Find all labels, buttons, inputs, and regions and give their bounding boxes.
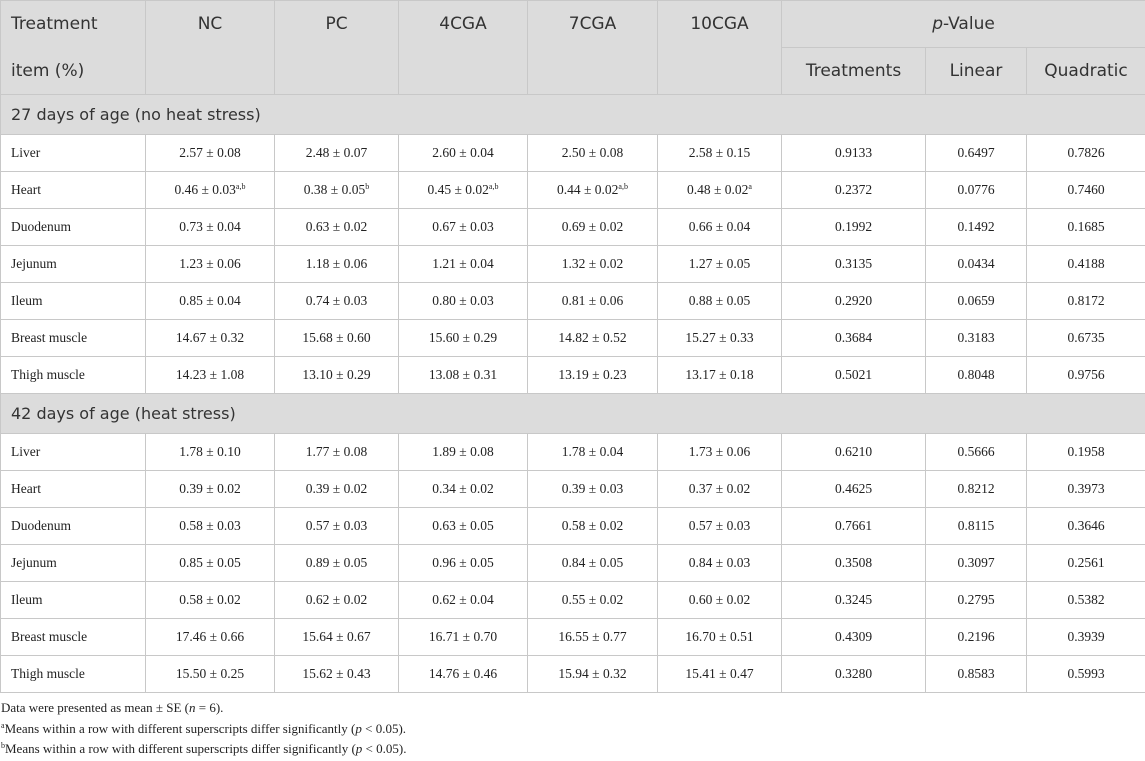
pvalue-cell: 0.8172: [1027, 283, 1145, 320]
value-cell: [146, 283, 275, 320]
mean-se-value: 15.27 ± 0.33: [685, 330, 754, 345]
item-header: item (%): [1, 48, 146, 95]
row-item-label: Jejunum: [1, 246, 146, 283]
pvalue-cell: 0.3245: [782, 582, 926, 619]
note-superscript-b: $^b$Means within a row with different superscripts differ significantly (p < 0.05).: [1, 741, 407, 756]
pvalue-cell: 0.2561: [1027, 545, 1145, 582]
value-cell: [275, 246, 399, 283]
table-row: [1, 545, 1145, 582]
mean-se-value: 0.84 ± 0.05: [561, 555, 624, 570]
value-cell: [658, 320, 782, 357]
value-cell: [399, 172, 528, 209]
value-cell: [146, 471, 275, 508]
value-cell: [399, 471, 528, 508]
row-item-label: Breast muscle: [1, 619, 146, 656]
value-cell: [528, 246, 658, 283]
table-row: [1, 434, 1145, 471]
value-cell: [399, 434, 528, 471]
value-cell: [399, 619, 528, 656]
value-cell: [146, 357, 275, 394]
mean-se-value: 15.64 ± 0.67: [302, 629, 371, 644]
value-cell: [528, 508, 658, 545]
value-cell: [528, 434, 658, 471]
mean-se-value: 16.71 ± 0.70: [428, 629, 498, 644]
mean-se-value: 0.37 ± 0.02: [688, 481, 751, 496]
mean-se-value: 14.76 ± 0.46: [428, 666, 498, 681]
mean-se-value: 0.81 ± 0.06: [561, 293, 624, 308]
mean-se-value: 0.84 ± 0.03: [688, 555, 751, 570]
value-cell: [658, 135, 782, 172]
col-header-4cga: 4CGA: [399, 1, 528, 95]
mean-se-value: 13.08 ± 0.31: [428, 367, 498, 382]
value-cell: [275, 357, 399, 394]
pvalue-suffix: -Value: [942, 14, 995, 34]
mean-se-value: 2.58 ± 0.15: [688, 145, 751, 160]
value-cell: [275, 209, 399, 246]
pvalue-cell: 0.0434: [926, 246, 1027, 283]
pvalue-cell: 0.9133: [782, 135, 926, 172]
mean-se-value: 1.27 ± 0.05: [688, 256, 751, 271]
value-cell: [275, 619, 399, 656]
value-cell: [528, 283, 658, 320]
mean-se-value: 13.17 ± 0.18: [685, 367, 754, 382]
value-cell: [146, 508, 275, 545]
table-row: [1, 582, 1145, 619]
value-cell: [146, 320, 275, 357]
row-item-label: Heart: [1, 471, 146, 508]
table-row: [1, 619, 1145, 656]
mean-se-value: 15.68 ± 0.60: [302, 330, 371, 345]
pvalue-cell: 0.7661: [782, 508, 926, 545]
value-cell: [528, 135, 658, 172]
value-cell: [399, 320, 528, 357]
value-cell: [658, 582, 782, 619]
value-cell: [275, 172, 399, 209]
note-data-presentation: Data were presented as mean ± SE (n = 6).: [1, 700, 224, 715]
mean-se-value: 0.55 ± 0.02: [561, 592, 624, 607]
pvalue-cell: 0.5021: [782, 357, 926, 394]
significance-superscript: a,b: [235, 182, 246, 191]
value-cell: [658, 434, 782, 471]
mean-se-value: 0.44 ± 0.02: [557, 182, 619, 197]
pvalue-cell: 0.2920: [782, 283, 926, 320]
pvalue-header: [782, 1, 1145, 48]
pvalue-cell: 0.1992: [782, 209, 926, 246]
mean-se-value: 0.85 ± 0.05: [179, 555, 241, 570]
pvalue-cell: 0.2196: [926, 619, 1027, 656]
pvalue-cell: 0.4188: [1027, 246, 1145, 283]
pvalue-cell: 0.3939: [1027, 619, 1145, 656]
pvalue-cell: 0.8583: [926, 656, 1027, 693]
mean-se-value: 1.73 ± 0.06: [688, 444, 751, 459]
row-item-label: Duodenum: [1, 508, 146, 545]
value-cell: [275, 135, 399, 172]
mean-se-value: 0.58 ± 0.02: [561, 518, 624, 533]
mean-se-value: 0.66 ± 0.04: [688, 219, 751, 234]
col-header-10cga: 10CGA: [658, 1, 782, 95]
value-cell: [275, 434, 399, 471]
mean-se-value: 0.48 ± 0.02: [687, 182, 749, 197]
row-item-label: Liver: [1, 135, 146, 172]
mean-se-value: 17.46 ± 0.66: [175, 629, 245, 644]
significance-superscript: b: [365, 182, 370, 191]
pvalue-cell: 0.3508: [782, 545, 926, 582]
subheader-linear: Linear: [926, 48, 1027, 95]
pvalue-cell: 0.1685: [1027, 209, 1145, 246]
value-cell: [275, 320, 399, 357]
row-item-label: Ileum: [1, 283, 146, 320]
table-row: [1, 172, 1145, 209]
mean-se-value: 0.73 ± 0.04: [179, 219, 241, 234]
value-cell: [399, 545, 528, 582]
pvalue-cell: 0.4625: [782, 471, 926, 508]
pvalue-cell: 0.6210: [782, 434, 926, 471]
pvalue-cell: 0.8212: [926, 471, 1027, 508]
value-cell: [399, 508, 528, 545]
mean-se-value: 14.67 ± 0.32: [175, 330, 245, 345]
table-row: [1, 656, 1145, 693]
mean-se-value: 16.70 ± 0.51: [685, 629, 754, 644]
row-item-label: Thigh muscle: [1, 656, 146, 693]
value-cell: [528, 619, 658, 656]
pvalue-cell: 0.8115: [926, 508, 1027, 545]
section-row: [1, 394, 1145, 434]
pvalue-cell: 0.5666: [926, 434, 1027, 471]
mean-se-value: 0.45 ± 0.02: [427, 182, 489, 197]
pvalue-cell: 0.8048: [926, 357, 1027, 394]
mean-se-value: 15.60 ± 0.29: [428, 330, 498, 345]
row-item-label: Heart: [1, 172, 146, 209]
value-cell: [658, 656, 782, 693]
mean-se-value: 0.80 ± 0.03: [432, 293, 494, 308]
mean-se-value: 0.62 ± 0.04: [432, 592, 494, 607]
table-row: [1, 283, 1145, 320]
value-cell: [658, 508, 782, 545]
mean-se-value: 0.74 ± 0.03: [305, 293, 368, 308]
pvalue-cell: 0.9756: [1027, 357, 1145, 394]
mean-se-value: 15.41 ± 0.47: [685, 666, 754, 681]
value-cell: [146, 619, 275, 656]
mean-se-value: 0.88 ± 0.05: [688, 293, 751, 308]
mean-se-value: 0.57 ± 0.03: [305, 518, 368, 533]
mean-se-value: 15.94 ± 0.32: [558, 666, 627, 681]
value-cell: [146, 545, 275, 582]
mean-se-value: 14.82 ± 0.52: [558, 330, 627, 345]
table-row: [1, 209, 1145, 246]
pvalue-cell: 0.6497: [926, 135, 1027, 172]
pvalue-cell: 0.4309: [782, 619, 926, 656]
section-title: 42 days of age (heat stress): [1, 394, 1145, 434]
value-cell: [658, 283, 782, 320]
section-row: [1, 95, 1145, 135]
col-header-nc: NC: [146, 1, 275, 95]
pvalue-p: p: [932, 14, 943, 34]
value-cell: [146, 135, 275, 172]
value-cell: [528, 172, 658, 209]
mean-se-value: 1.78 ± 0.04: [561, 444, 624, 459]
mean-se-value: 13.19 ± 0.23: [558, 367, 627, 382]
mean-se-value: 2.57 ± 0.08: [179, 145, 241, 160]
significance-superscript: a,b: [618, 182, 628, 191]
col-header-pc: PC: [275, 1, 399, 95]
pvalue-cell: 0.3973: [1027, 471, 1145, 508]
row-item-label: Jejunum: [1, 545, 146, 582]
pvalue-cell: 0.0659: [926, 283, 1027, 320]
pvalue-cell: 0.3097: [926, 545, 1027, 582]
col-header-7cga: 7CGA: [528, 1, 658, 95]
row-item-label: Liver: [1, 434, 146, 471]
pvalue-cell: 0.5382: [1027, 582, 1145, 619]
mean-se-value: 0.63 ± 0.02: [305, 219, 368, 234]
pvalue-cell: 0.7826: [1027, 135, 1145, 172]
pvalue-cell: 0.6735: [1027, 320, 1145, 357]
value-cell: [658, 619, 782, 656]
value-cell: [399, 246, 528, 283]
pvalue-cell: 0.1492: [926, 209, 1027, 246]
pvalue-cell: 0.5993: [1027, 656, 1145, 693]
value-cell: [146, 434, 275, 471]
table-body: [1, 95, 1145, 693]
value-cell: [399, 283, 528, 320]
mean-se-value: 0.39 ± 0.03: [561, 481, 624, 496]
value-cell: [146, 582, 275, 619]
pvalue-cell: 0.3280: [782, 656, 926, 693]
value-cell: [528, 471, 658, 508]
section-title: 27 days of age (no heat stress): [1, 95, 1145, 135]
mean-se-value: 13.10 ± 0.29: [302, 367, 371, 382]
subheader-quadratic: Quadratic: [1027, 48, 1145, 95]
mean-se-value: 0.34 ± 0.02: [432, 481, 494, 496]
pvalue-cell: 0.3135: [782, 246, 926, 283]
value-cell: [275, 508, 399, 545]
mean-se-value: 14.23 ± 1.08: [175, 367, 245, 382]
mean-se-value: 0.69 ± 0.02: [561, 219, 624, 234]
mean-se-value: 2.60 ± 0.04: [432, 145, 494, 160]
value-cell: [399, 582, 528, 619]
value-cell: [658, 172, 782, 209]
mean-se-value: 0.39 ± 0.02: [305, 481, 368, 496]
value-cell: [528, 656, 658, 693]
mean-se-value: 1.18 ± 0.06: [305, 256, 368, 271]
value-cell: [658, 545, 782, 582]
value-cell: [658, 209, 782, 246]
value-cell: [399, 209, 528, 246]
mean-se-value: 15.50 ± 0.25: [175, 666, 245, 681]
pvalue-cell: 0.2795: [926, 582, 1027, 619]
value-cell: [399, 656, 528, 693]
mean-se-value: 16.55 ± 0.77: [558, 629, 627, 644]
row-item-label: Breast muscle: [1, 320, 146, 357]
mean-se-value: 1.77 ± 0.08: [305, 444, 368, 459]
mean-se-value: 0.96 ± 0.05: [432, 555, 494, 570]
mean-se-value: 0.38 ± 0.05: [303, 182, 366, 197]
mean-se-value: 0.89 ± 0.05: [305, 555, 368, 570]
pvalue-cell: 0.2372: [782, 172, 926, 209]
mean-se-value: 1.78 ± 0.10: [179, 444, 241, 459]
table-notes: [0, 699, 1145, 758]
value-cell: [146, 172, 275, 209]
value-cell: [399, 357, 528, 394]
mean-se-value: 0.62 ± 0.02: [305, 592, 368, 607]
value-cell: [658, 471, 782, 508]
value-cell: [146, 656, 275, 693]
row-item-label: Thigh muscle: [1, 357, 146, 394]
value-cell: [275, 283, 399, 320]
table-row: [1, 135, 1145, 172]
value-cell: [275, 545, 399, 582]
mean-se-value: 0.63 ± 0.05: [432, 518, 494, 533]
value-cell: [528, 357, 658, 394]
value-cell: [275, 656, 399, 693]
mean-se-value: 1.32 ± 0.02: [561, 256, 624, 271]
value-cell: [528, 209, 658, 246]
pvalue-cell: 0.7460: [1027, 172, 1145, 209]
pvalue-cell: 0.3646: [1027, 508, 1145, 545]
mean-se-value: 0.60 ± 0.02: [688, 592, 751, 607]
mean-se-value: 0.85 ± 0.04: [179, 293, 241, 308]
pvalue-cell: 0.3684: [782, 320, 926, 357]
row-item-label: Ileum: [1, 582, 146, 619]
mean-se-value: 1.23 ± 0.06: [179, 256, 241, 271]
value-cell: [275, 471, 399, 508]
value-cell: [146, 246, 275, 283]
pvalue-cell: 0.3183: [926, 320, 1027, 357]
mean-se-value: 1.21 ± 0.04: [432, 256, 494, 271]
treatment-header: Treatment: [1, 1, 146, 48]
header-row-top: [1, 1, 1145, 48]
value-cell: [528, 320, 658, 357]
value-cell: [399, 135, 528, 172]
value-cell: [528, 582, 658, 619]
value-cell: [658, 246, 782, 283]
value-cell: [658, 357, 782, 394]
table-row: [1, 508, 1145, 545]
note-superscript-a: $^a$Means within a row with different superscripts differ significantly (p < 0.05).: [1, 720, 407, 736]
table-row: [1, 320, 1145, 357]
mean-se-value: 0.39 ± 0.02: [179, 481, 241, 496]
mean-se-value: 2.50 ± 0.08: [561, 145, 624, 160]
significance-superscript: a,b: [488, 182, 499, 191]
mean-se-value: 15.62 ± 0.43: [302, 666, 371, 681]
table-row: [1, 357, 1145, 394]
value-cell: [275, 582, 399, 619]
significance-superscript: a: [748, 182, 752, 191]
value-cell: [528, 545, 658, 582]
mean-se-value: 2.48 ± 0.07: [305, 145, 368, 160]
mean-se-value: 0.67 ± 0.03: [432, 219, 494, 234]
table-row: [1, 471, 1145, 508]
mean-se-value: 0.57 ± 0.03: [688, 518, 751, 533]
mean-se-value: 0.46 ± 0.03: [174, 182, 236, 197]
pvalue-cell: 0.0776: [926, 172, 1027, 209]
mean-se-value: 1.89 ± 0.08: [432, 444, 494, 459]
table-row: [1, 246, 1145, 283]
pvalue-cell: 0.1958: [1027, 434, 1145, 471]
mean-se-value: 0.58 ± 0.02: [179, 592, 241, 607]
row-item-label: Duodenum: [1, 209, 146, 246]
mean-se-value: 0.58 ± 0.03: [179, 518, 241, 533]
subheader-treatments: Treatments: [782, 48, 926, 95]
value-cell: [146, 209, 275, 246]
